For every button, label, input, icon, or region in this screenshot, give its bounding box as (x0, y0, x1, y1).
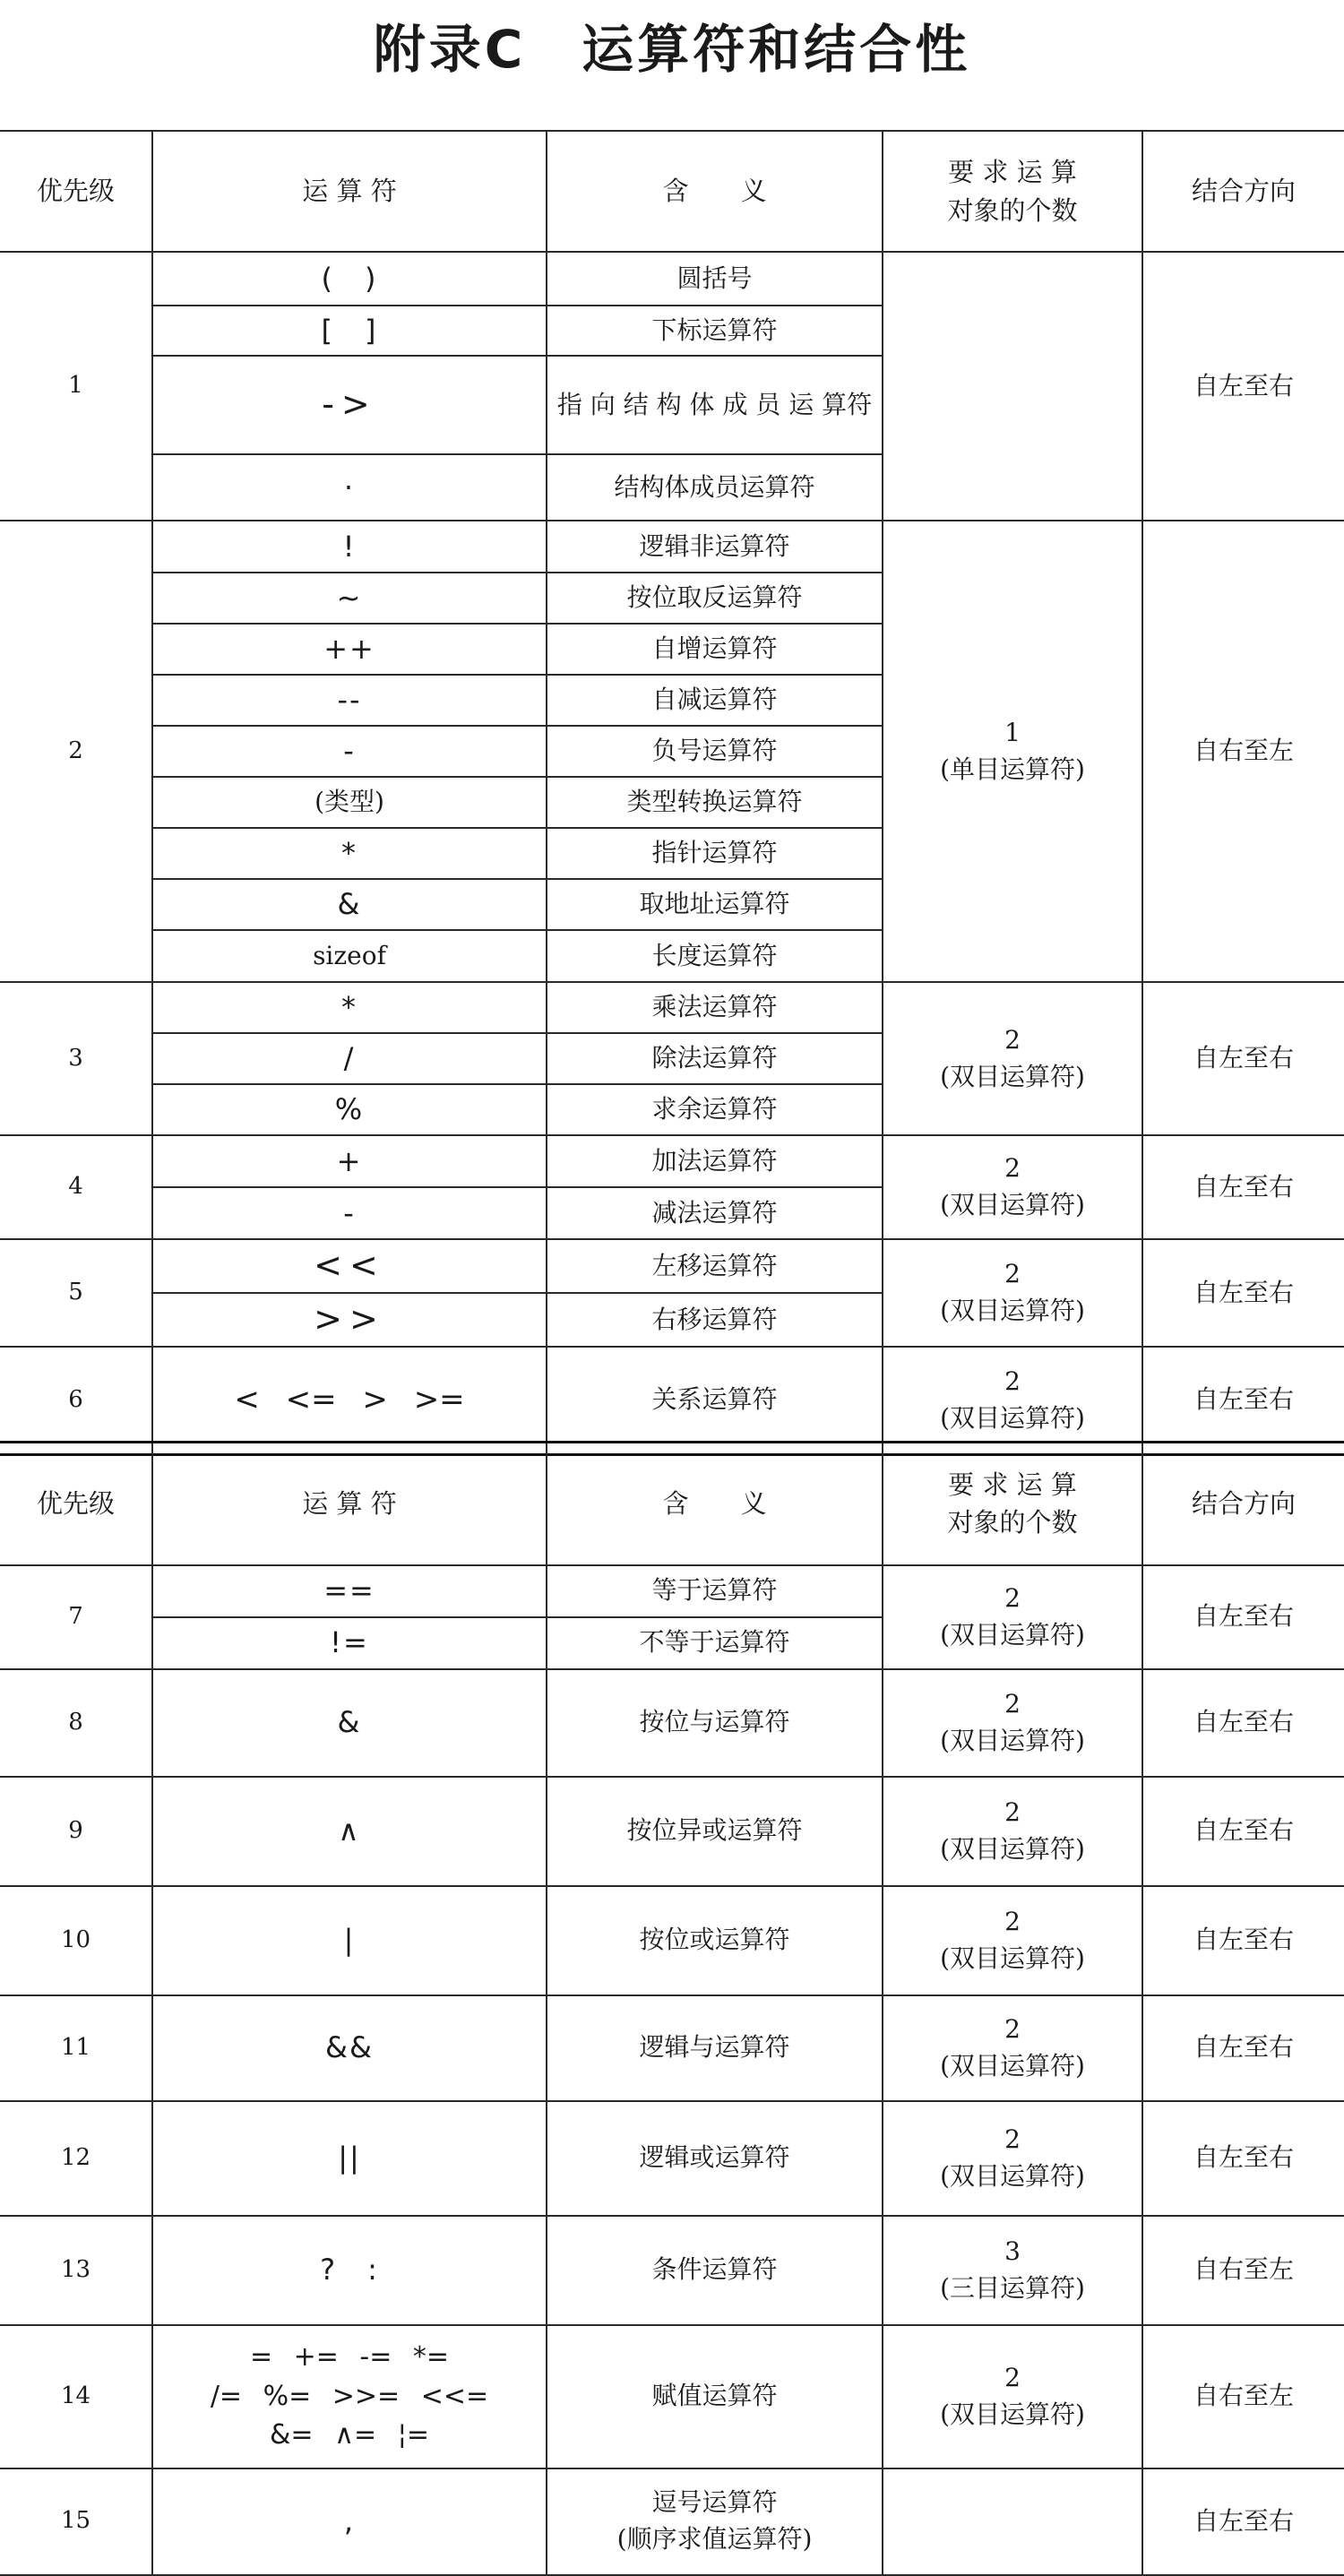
operator-relational: < <= > >= (152, 1347, 547, 1454)
operator-subtract: - (152, 1187, 547, 1239)
meaning-type-cast: 类型转换运算符 (547, 777, 883, 828)
operand-count-level-1 (883, 252, 1142, 521)
operand-count-level-5 (883, 1239, 1142, 1347)
operator-parentheses: ( ) (152, 252, 547, 306)
meaning-bitwise-or: 按位或运算符 (547, 1886, 883, 1995)
table-row (0, 2101, 1344, 2216)
associativity-level-1: 自左至右 (1142, 252, 1344, 521)
table-row (0, 1995, 1344, 2101)
operand-count-level-15 (883, 2468, 1142, 2575)
priority-level-4: 4 (0, 1135, 152, 1239)
table-row (0, 2216, 1344, 2325)
operator-table-part-2 (0, 1441, 1344, 2576)
count-number: 2 (1004, 2124, 1021, 2154)
count-type: (双目运算符) (940, 1190, 1085, 1219)
meaning-comma (547, 2468, 883, 2575)
header-priority: 优先级 (0, 131, 152, 252)
count-number: 2 (1004, 1259, 1021, 1289)
associativity-level-7: 自左至右 (1142, 1565, 1344, 1669)
associativity-level-6: 自左至右 (1142, 1347, 1344, 1454)
header-operator: 运 算 符 (152, 1443, 547, 1565)
operator-dot: · (152, 454, 547, 521)
associativity-level-5: 自左至右 (1142, 1239, 1344, 1347)
priority-level-11: 11 (0, 1995, 152, 2101)
meaning-brackets: 下标运算符 (547, 306, 883, 356)
operator-bitwise-xor: ∧ (152, 1777, 547, 1886)
operator-negation: - (152, 726, 547, 777)
associativity-level-2: 自右至左 (1142, 521, 1344, 982)
count-number: 2 (1004, 1796, 1021, 1827)
header-operand-count (883, 131, 1142, 252)
count-number: 2 (1004, 2013, 1021, 2044)
operand-count-level-3 (883, 982, 1142, 1135)
meaning-subtract: 减法运算符 (547, 1187, 883, 1239)
count-number: 2 (1004, 2362, 1021, 2392)
associativity-level-8: 自左至右 (1142, 1669, 1344, 1777)
priority-level-10: 10 (0, 1886, 152, 1995)
operator-bitwise-not: ~ (152, 573, 547, 624)
page-title: 附录C 运算符和结合性 (373, 19, 971, 80)
operator-comma: , (152, 2468, 547, 2575)
operator-logical-not: ! (152, 521, 547, 573)
meaning-sizeof: 长度运算符 (547, 930, 883, 982)
count-type: (双目运算符) (940, 2160, 1085, 2191)
assignment-ops-line-3: &= ∧= ¦= (270, 2419, 429, 2451)
table-row (0, 982, 1344, 1033)
associativity-level-12: 自左至右 (1142, 2101, 1344, 2216)
header-associativity: 结合方向 (1142, 1443, 1344, 1565)
meaning-modulo: 求余运算符 (547, 1084, 883, 1135)
header-operator: 运 算 符 (152, 131, 547, 252)
priority-level-14: 14 (0, 2325, 152, 2468)
count-type: (双目运算符) (940, 1725, 1085, 1755)
table-row (0, 2325, 1344, 2468)
meaning-increment: 自增运算符 (547, 624, 883, 675)
header-row (0, 131, 1344, 252)
table-row (0, 1347, 1344, 1454)
table-row (0, 252, 1344, 306)
operator-type-cast: (类型) (152, 777, 547, 828)
table-row (0, 1886, 1344, 1995)
operator-add: + (152, 1135, 547, 1187)
operator-dereference: * (152, 828, 547, 879)
meaning-divide: 除法运算符 (547, 1033, 883, 1084)
table-row (0, 1565, 1344, 1617)
count-type: (双目运算符) (940, 2050, 1085, 2081)
count-type: (双目运算符) (940, 1943, 1085, 1973)
count-type: (双目运算符) (940, 1061, 1085, 1091)
priority-level-12: 12 (0, 2101, 152, 2216)
operand-count-level-10 (883, 1886, 1142, 1995)
table-row (0, 1669, 1344, 1777)
operator-bitwise-or: | (152, 1886, 547, 1995)
operator-shift-left: << (152, 1239, 547, 1293)
associativity-level-14: 自右至左 (1142, 2325, 1344, 2468)
operator-logical-or: || (152, 2101, 547, 2216)
associativity-level-10: 自左至右 (1142, 1886, 1344, 1995)
meaning-logical-not: 逻辑非运算符 (547, 521, 883, 573)
count-number: 2 (1004, 1582, 1021, 1613)
priority-level-2: 2 (0, 521, 152, 982)
operator-assignment-group (152, 2325, 547, 2468)
meaning-parentheses: 圆括号 (547, 252, 883, 306)
meaning-comma-line-1: 逗号运算符 (651, 2487, 778, 2518)
header-meaning: 含 义 (547, 1443, 883, 1565)
operator-brackets: [ ] (152, 306, 547, 356)
priority-level-15: 15 (0, 2468, 152, 2575)
meaning-comma-line-2: (顺序求值运算符) (616, 2524, 813, 2554)
operator-decrement: -- (152, 675, 547, 726)
operator-shift-right: >> (152, 1293, 547, 1347)
operator-equal: == (152, 1565, 547, 1617)
associativity-level-15: 自左至右 (1142, 2468, 1344, 2575)
operator-conditional: ? : (152, 2216, 547, 2325)
count-type: (单目运算符) (940, 754, 1085, 784)
associativity-level-11: 自左至右 (1142, 1995, 1344, 2101)
header-row (0, 1443, 1344, 1565)
table-row (0, 1239, 1344, 1293)
header-operand-count (883, 1443, 1142, 1565)
meaning-add: 加法运算符 (547, 1135, 883, 1187)
meaning-dot: 结构体成员运算符 (547, 454, 883, 521)
priority-level-9: 9 (0, 1777, 152, 1886)
meaning-decrement: 自减运算符 (547, 675, 883, 726)
table-row (0, 1777, 1344, 1886)
count-number: 1 (1004, 717, 1021, 747)
operand-count-level-11 (883, 1995, 1142, 2101)
meaning-not-equal: 不等于运算符 (547, 1617, 883, 1669)
count-number: 2 (1004, 1906, 1021, 1936)
operator-logical-and: && (152, 1995, 547, 2101)
count-type: (双目运算符) (940, 2399, 1085, 2429)
meaning-logical-and: 逻辑与运算符 (547, 1995, 883, 2101)
priority-level-6: 6 (0, 1347, 152, 1454)
priority-level-3: 3 (0, 982, 152, 1135)
assignment-ops-line-1: = += -= *= (249, 2341, 450, 2374)
priority-level-13: 13 (0, 2216, 152, 2325)
count-number: 2 (1004, 1366, 1021, 1397)
meaning-relational: 关系运算符 (547, 1347, 883, 1454)
count-type: (双目运算符) (940, 1402, 1085, 1433)
meaning-arrow: 指 向 结 构 体 成 员 运 算符 (547, 356, 883, 454)
header-count-line2: 对象的个数 (947, 194, 1078, 226)
operand-count-level-12 (883, 2101, 1142, 2216)
meaning-bitwise-and: 按位与运算符 (547, 1669, 883, 1777)
operator-arrow: -> (152, 356, 547, 454)
table-row (0, 2468, 1344, 2575)
meaning-multiply: 乘法运算符 (547, 982, 883, 1033)
header-priority: 优先级 (0, 1443, 152, 1565)
header-count-line1: 要 求 运 算 (948, 157, 1077, 188)
header-meaning: 含 义 (547, 131, 883, 252)
meaning-bitwise-not: 按位取反运算符 (547, 573, 883, 624)
count-number: 2 (1004, 1688, 1021, 1719)
header-count-line1: 要 求 运 算 (948, 1469, 1077, 1501)
header-count-line2: 对象的个数 (947, 1507, 1078, 1538)
meaning-negation: 负号运算符 (547, 726, 883, 777)
table-row (0, 521, 1344, 573)
operator-bitwise-and: & (152, 1669, 547, 1777)
associativity-level-4: 自左至右 (1142, 1135, 1344, 1239)
count-type: (双目运算符) (940, 1833, 1085, 1864)
operator-not-equal: != (152, 1617, 547, 1669)
operator-increment: ++ (152, 624, 547, 675)
operand-count-level-14 (883, 2325, 1142, 2468)
operator-sizeof: sizeof (152, 930, 547, 982)
count-type: (双目运算符) (940, 1296, 1085, 1325)
priority-level-7: 7 (0, 1565, 152, 1669)
count-number: 3 (1004, 2236, 1021, 2266)
meaning-conditional: 条件运算符 (547, 2216, 883, 2325)
meaning-bitwise-xor: 按位异或运算符 (547, 1777, 883, 1886)
meaning-dereference: 指针运算符 (547, 828, 883, 879)
assignment-ops-line-2: /= %= >>= <<= (210, 2380, 489, 2412)
table-row (0, 1135, 1344, 1187)
meaning-shift-left: 左移运算符 (547, 1239, 883, 1293)
associativity-level-3: 自左至右 (1142, 982, 1344, 1135)
meaning-address-of: 取地址运算符 (547, 879, 883, 930)
operand-count-level-2 (883, 521, 1142, 982)
priority-level-5: 5 (0, 1239, 152, 1347)
operand-count-level-8 (883, 1669, 1142, 1777)
count-type: (双目运算符) (940, 1619, 1085, 1650)
meaning-equal: 等于运算符 (547, 1565, 883, 1617)
meaning-logical-or: 逻辑或运算符 (547, 2101, 883, 2216)
operator-modulo: % (152, 1084, 547, 1135)
header-associativity: 结合方向 (1142, 131, 1344, 252)
operator-address-of: & (152, 879, 547, 930)
meaning-shift-right: 右移运算符 (547, 1293, 883, 1347)
operand-count-level-6 (883, 1347, 1142, 1454)
operand-count-level-13 (883, 2216, 1142, 2325)
operand-count-level-9 (883, 1777, 1142, 1886)
count-number: 2 (1004, 1024, 1021, 1055)
associativity-level-13: 自右至左 (1142, 2216, 1344, 2325)
operand-count-level-4 (883, 1135, 1142, 1239)
operand-count-level-7 (883, 1565, 1142, 1669)
count-type: (三目运算符) (940, 2272, 1085, 2303)
priority-level-1: 1 (0, 252, 152, 521)
count-number: 2 (1004, 1153, 1021, 1184)
associativity-level-9: 自左至右 (1142, 1777, 1344, 1886)
operator-table-part-1 (0, 130, 1344, 1456)
operator-multiply: * (152, 982, 547, 1033)
priority-level-8: 8 (0, 1669, 152, 1777)
operator-divide: / (152, 1033, 547, 1084)
meaning-assignment: 赋值运算符 (547, 2325, 883, 2468)
